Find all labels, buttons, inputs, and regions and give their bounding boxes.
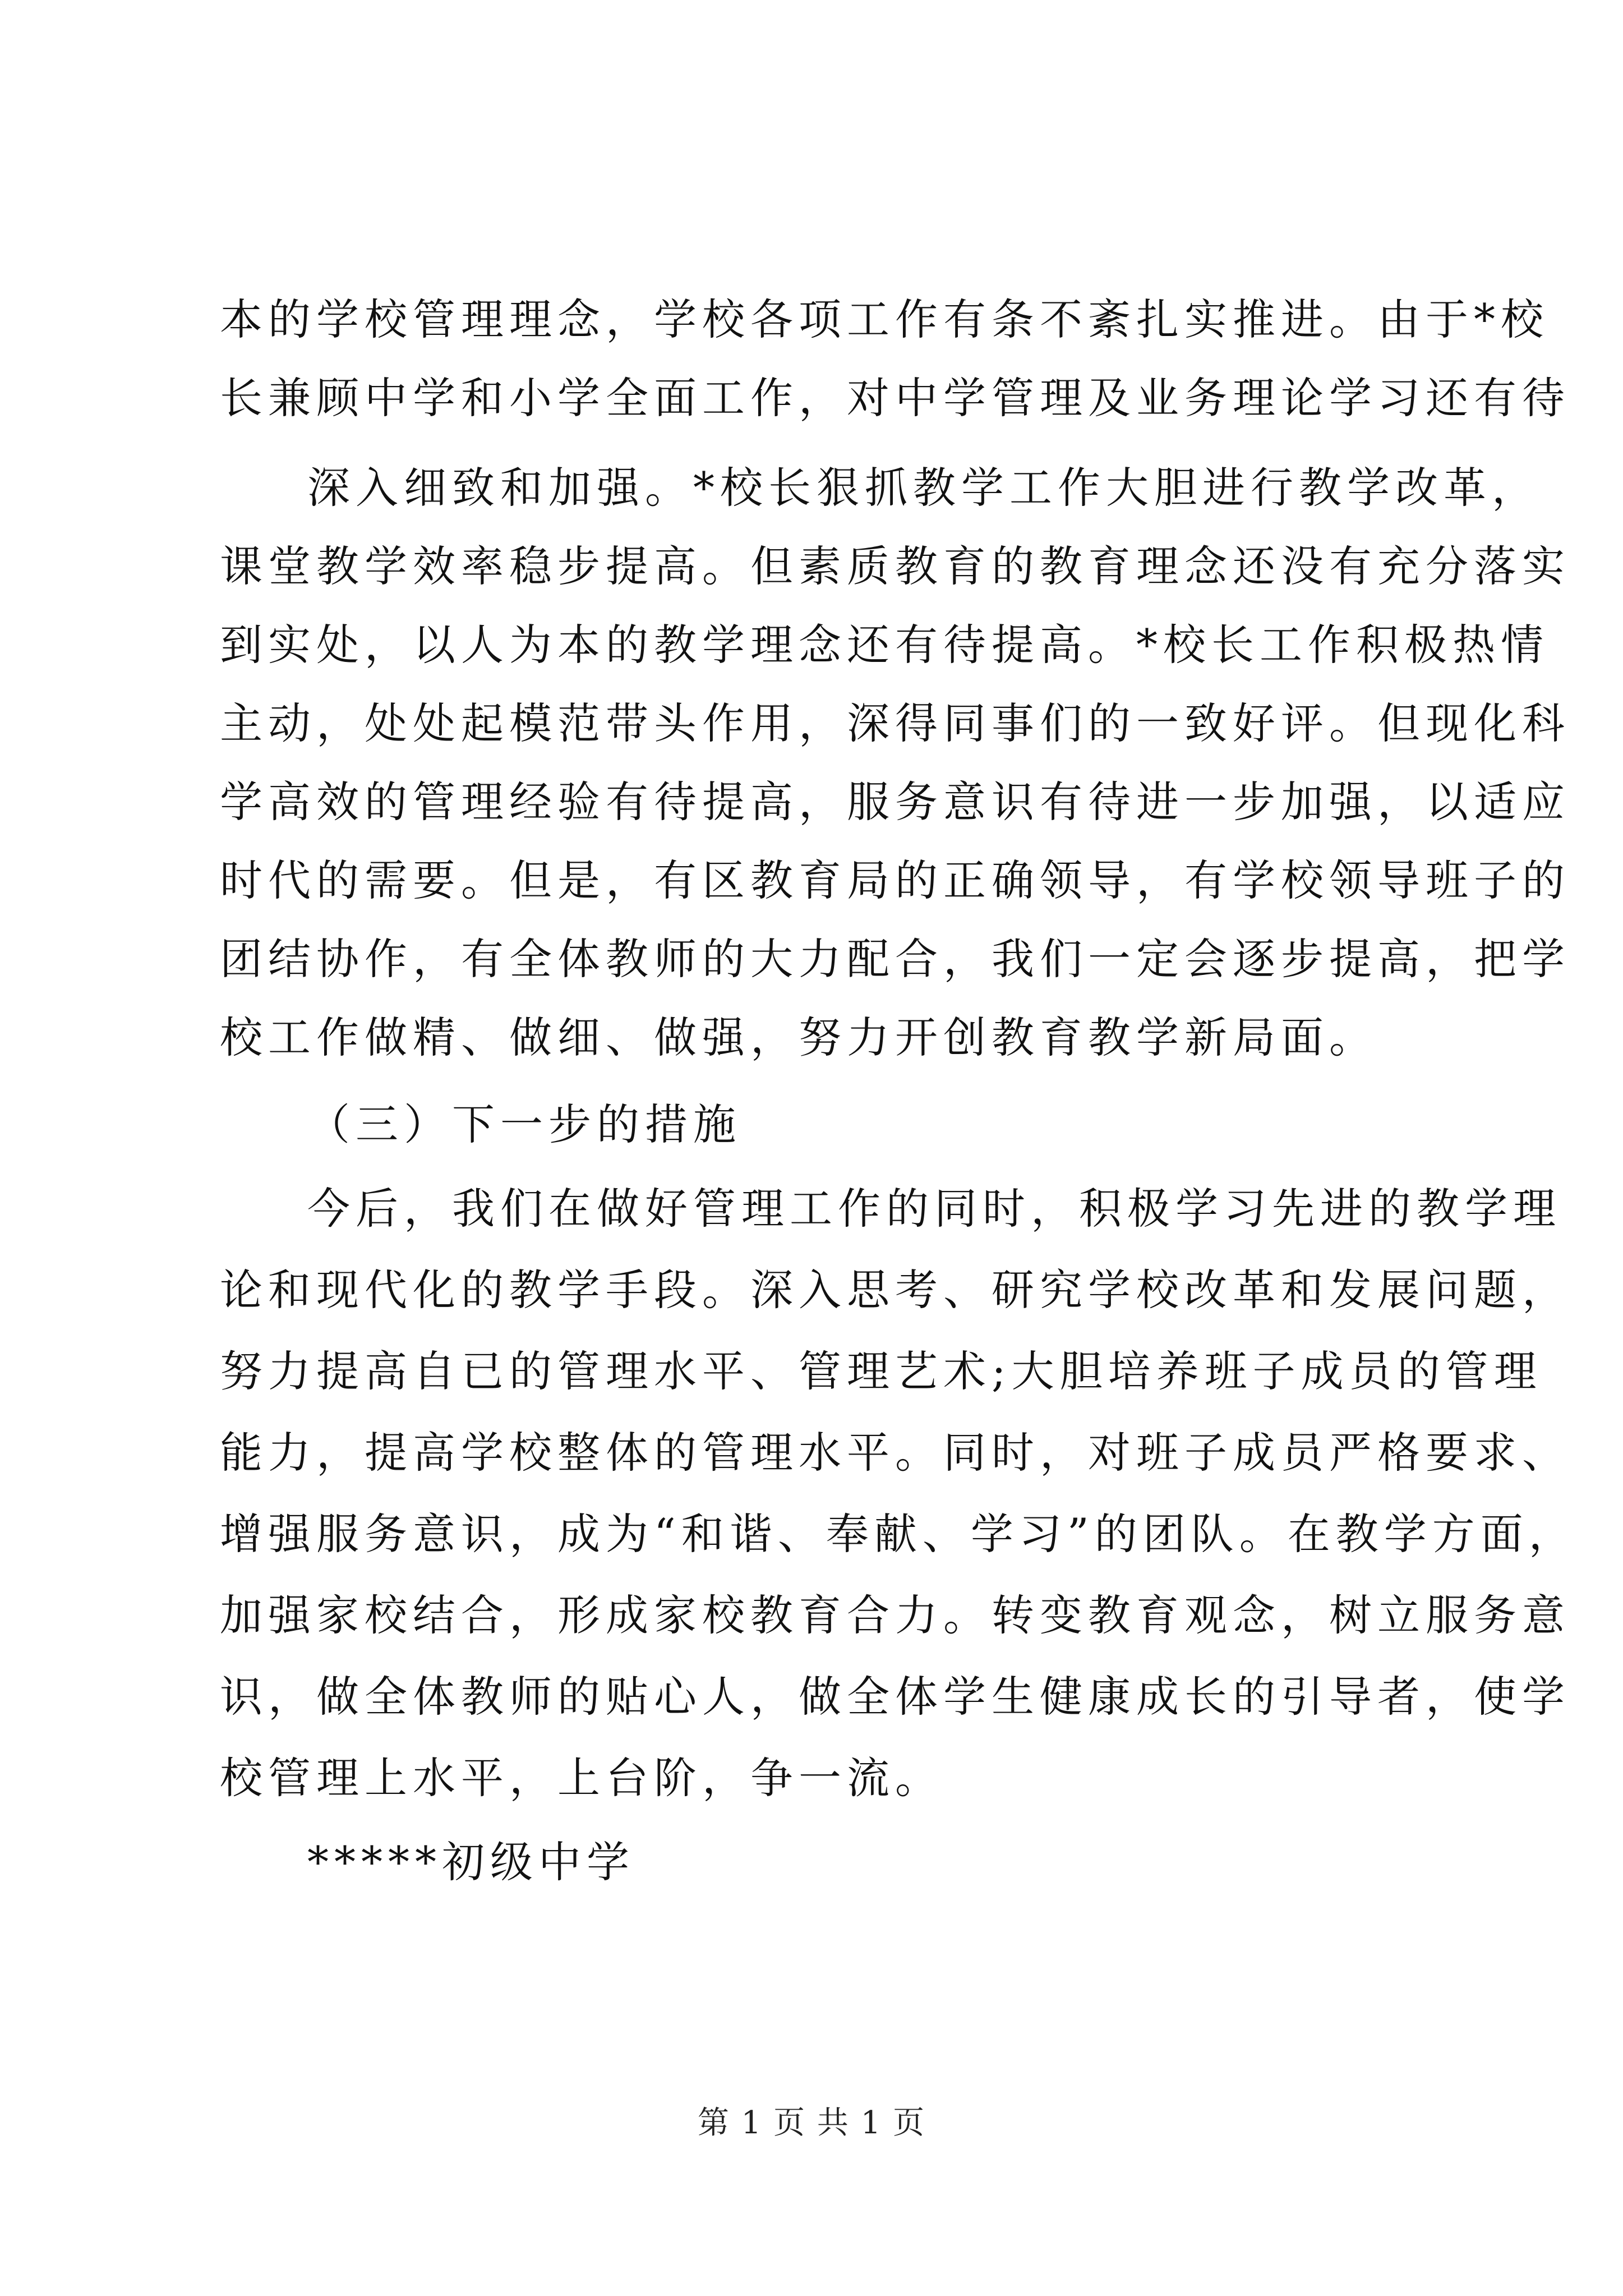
text-line: 团结协作，有全体教师的大力配合，我们一定会逐步提高，把学 [220, 934, 1570, 984]
text-line: 校工作做精、做细、做强，努力开创教育教学新局面。 [220, 1013, 1377, 1062]
text-line: 学高效的管理经验有待提高，服务意识有待进一步加强，以适应 [220, 777, 1570, 827]
text-line: 识，做全体教师的贴心人，做全体学生健康成长的引导者，使学 [220, 1672, 1570, 1722]
signature-school-name: *****初级中学 [307, 1837, 635, 1887]
page-footer: 第 1 页 共 1 页 [697, 2105, 926, 2141]
text-line: 到实处，以人为本的教学理念还有待提高。*校长工作积极热情 [220, 620, 1549, 670]
text-line: 课堂教学效率稳步提高。但素质教育的教育理念还没有充分落实 [220, 541, 1570, 591]
text-line: 校管理上水平，上台阶，争一流。 [220, 1753, 943, 1803]
text-line: 本的学校管理理念，学校各项工作有条不紊扎实推进。由于*校 [220, 295, 1549, 344]
text-line: 长兼顾中学和小学全面工作，对中学管理及业务理论学习还有待 [220, 373, 1570, 423]
text-line: 主动，处处起模范带头作用，深得同事们的一致好评。但现化科 [220, 698, 1570, 748]
text-line: 深入细致和加强。*校长狠抓教学工作大胆进行教学改革， [307, 463, 1540, 513]
text-line: 努力提高自已的管理水平、管理艺术;大胆培养班子成员的管理 [220, 1346, 1542, 1396]
text-line: 增强服务意识，成为“和谐、奉献、学习”的团队。在教学方面， [220, 1509, 1577, 1559]
text-line: 加强家校结合，形成家校教育合力。转变教育观念，树立服务意 [220, 1590, 1570, 1640]
text-line: 时代的需要。但是，有区教育局的正确领导，有学校领导班子的 [220, 855, 1570, 905]
text-line: 能力，提高学校整体的管理水平。同时，对班子成员严格要求、 [220, 1428, 1570, 1478]
section-heading: （三）下一步的措施 [307, 1099, 741, 1149]
text-line: 论和现代化的教学手段。深入思考、研究学校改革和发展问题， [220, 1265, 1570, 1315]
text-line: 今后，我们在做好管理工作的同时，积极学习先进的教学理 [307, 1184, 1561, 1234]
